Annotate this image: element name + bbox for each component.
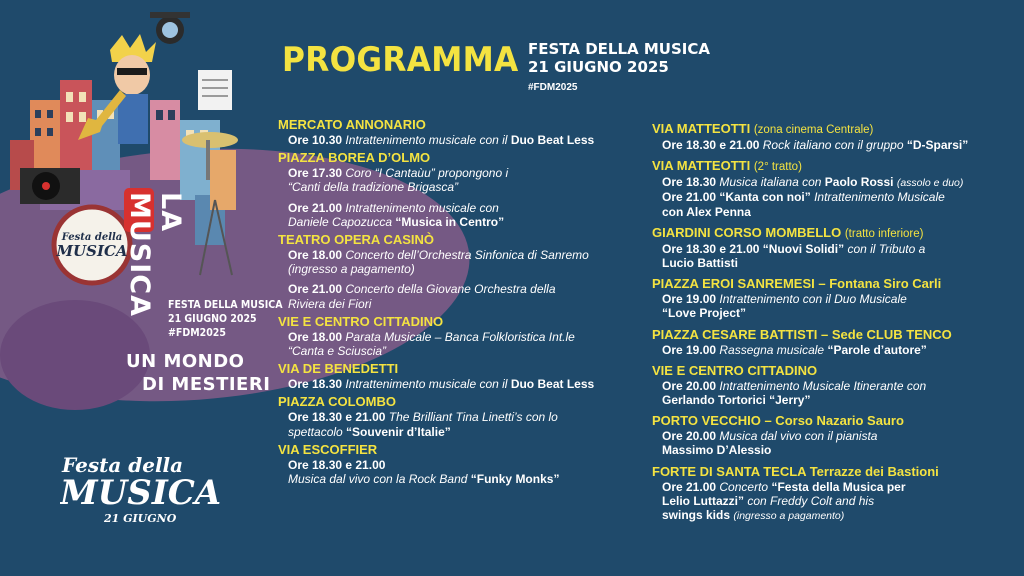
tagline-line2: DI MESTIERI bbox=[142, 374, 271, 395]
event-note: (ingresso a pagamento) bbox=[733, 510, 845, 523]
event-item bbox=[278, 458, 648, 486]
venue-note: (tratto inferiore) bbox=[844, 227, 924, 240]
event-desc-line2: spettacolo bbox=[288, 424, 343, 439]
event-desc: Concerto della Giovane Orchestra della bbox=[345, 282, 556, 297]
venue-title bbox=[652, 276, 992, 292]
header-subtitle-line1: FESTA DELLA MUSICA bbox=[528, 40, 710, 58]
logo-line2: MUSICA bbox=[60, 473, 222, 513]
event-desc-line2: con Freddy Colt and his bbox=[747, 493, 875, 508]
poster-tagline bbox=[126, 350, 270, 396]
venue-title bbox=[652, 121, 992, 138]
event-time: Ore 18.30 e 21.00 bbox=[662, 241, 760, 256]
event-desc: Rock italiano con il gruppo bbox=[762, 138, 904, 152]
venue-title: MERCATO ANNONARIO bbox=[278, 117, 426, 132]
venue-name: VIA MATTEOTTI bbox=[652, 158, 751, 174]
event-performer-line2: con Alex Penna bbox=[662, 204, 751, 219]
logo-line3: 21 GIUGNO bbox=[104, 512, 177, 525]
event-performer-line2: Gerlando Tortorici “Jerry” bbox=[662, 393, 811, 408]
venue-note: (2° tratto) bbox=[753, 161, 802, 174]
event-desc: Musica italiana con bbox=[719, 175, 822, 190]
header-subtitle bbox=[528, 40, 710, 76]
event-performer-line2: “Love Project” bbox=[662, 306, 747, 321]
venue-name: PIAZZA EROI SANREMESI bbox=[652, 276, 815, 292]
event-performer: “D-Sparsi” bbox=[906, 138, 969, 152]
event-time: Ore 17.30 bbox=[288, 166, 343, 181]
event-desc: Intrattenimento musicale con il bbox=[345, 133, 508, 147]
event-time: Ore 18.30 bbox=[662, 175, 717, 190]
event-desc: Concerto bbox=[719, 479, 769, 494]
event-item bbox=[652, 379, 992, 407]
event-desc: Intrattenimento Musicale bbox=[814, 190, 945, 205]
venue-note: (zona cinema Centrale) bbox=[753, 124, 874, 136]
event-desc: Intrattenimento Musicale Itinerante con bbox=[719, 378, 927, 393]
event-desc: con il Tributo a bbox=[847, 241, 926, 256]
event-performer: “Nuovi Solidi” bbox=[762, 241, 845, 256]
poster-fdm-hashtag: #FDM2025 bbox=[168, 327, 226, 339]
event-item bbox=[652, 242, 992, 270]
event-item bbox=[278, 282, 648, 310]
event-time: Ore 18.00 bbox=[288, 248, 343, 263]
event-time: Ore 19.00 bbox=[662, 342, 717, 357]
event-item bbox=[278, 201, 648, 229]
venue-title: VIE E CENTRO CITTADINO bbox=[278, 313, 444, 329]
event-desc-line2: “Canti della tradizione Brigasca” bbox=[288, 180, 459, 195]
event-desc: Rassegna musicale bbox=[719, 342, 825, 357]
event-desc: Coro “I Cantaùu” propongono i bbox=[345, 166, 509, 181]
venue-title bbox=[652, 158, 992, 175]
event-desc: Intrattenimento musicale con bbox=[345, 200, 499, 215]
venue-name: FORTE DI SANTA TECLA bbox=[652, 463, 807, 479]
event-performer: “Musica in Centro” bbox=[395, 214, 505, 229]
poster-fdm-line1: FESTA DELLA MUSICA bbox=[168, 299, 283, 311]
event-time: Ore 19.00 bbox=[662, 292, 717, 307]
event-desc: Musica dal vivo con il pianista bbox=[719, 429, 878, 444]
event-time: Ore 10.30 bbox=[288, 133, 343, 147]
logo-line1: Festa della bbox=[62, 453, 184, 477]
drum-label-line2: MUSICA bbox=[56, 242, 128, 260]
event-performer: Duo Beat Less bbox=[510, 133, 595, 147]
event-performer-line3: swings kids bbox=[662, 508, 731, 523]
event-time: Ore 18.00 bbox=[288, 329, 343, 344]
event-item bbox=[652, 480, 992, 524]
poster-fdm-line2: 21 GIUGNO 2025 bbox=[168, 313, 257, 325]
event-desc-line2: “Canta e Sciuscia” bbox=[288, 344, 387, 359]
event-item bbox=[278, 330, 648, 358]
event-item bbox=[652, 292, 992, 320]
event-item bbox=[278, 410, 648, 438]
event-performer: “Souvenir d’Italie” bbox=[346, 424, 451, 439]
tagline-line1: UN MONDO bbox=[126, 351, 245, 372]
venue-title bbox=[652, 413, 992, 429]
venue-title: PIAZZA BOREA D’OLMO bbox=[278, 150, 431, 166]
event-performer-line2: Massimo D’Alessio bbox=[662, 443, 772, 458]
event-performer: “Parole d’autore” bbox=[827, 342, 927, 357]
event-item bbox=[278, 166, 648, 194]
la-musica-vertical bbox=[124, 192, 186, 342]
event-desc-line2: Musica dal vivo con la Rock Band bbox=[288, 472, 468, 487]
event-time: Ore 18.30 bbox=[288, 377, 343, 392]
event-desc-line2: (ingresso a pagamento) bbox=[288, 262, 415, 277]
venue-extra: – Sede CLUB TENCO bbox=[821, 326, 952, 342]
event-item bbox=[652, 138, 992, 152]
venue-title bbox=[652, 225, 992, 242]
event-time: Ore 20.00 bbox=[662, 378, 717, 393]
event-performer-line2: Lucio Battisti bbox=[662, 256, 739, 271]
event-item bbox=[278, 377, 648, 391]
la-musica-text: LA MUSICA bbox=[124, 192, 186, 317]
venue-title bbox=[652, 327, 992, 343]
venue-title: VIA DE BENEDETTI bbox=[278, 361, 399, 377]
program-column-left bbox=[278, 117, 648, 486]
venue-name: GIARDINI CORSO MOMBELLO bbox=[652, 224, 842, 240]
event-time: Ore 18.30 e 21.00 bbox=[288, 457, 386, 472]
header-hashtag: #FDM2025 bbox=[528, 82, 578, 93]
venue-name: PORTO VECCHIO bbox=[652, 413, 761, 429]
event-item bbox=[652, 190, 992, 218]
event-time: Ore 20.00 bbox=[662, 429, 717, 444]
event-time: Ore 21.00 bbox=[288, 282, 343, 297]
event-item bbox=[652, 175, 992, 190]
event-time: Ore 21.00 bbox=[288, 200, 343, 215]
event-time: Ore 18.30 e 21.00 bbox=[662, 138, 760, 152]
event-desc: The Brilliant Tina Linetti’s con lo bbox=[388, 410, 558, 425]
event-performer-line2: Lelio Luttazzi” bbox=[662, 493, 744, 508]
venue-title: PIAZZA COLOMBO bbox=[278, 394, 396, 410]
event-time: Ore 21.00 bbox=[662, 190, 717, 205]
venue-title: VIE E CENTRO CITTADINO bbox=[652, 362, 818, 378]
event-performer: “Funky Monks” bbox=[470, 472, 560, 487]
venue-name: PIAZZA CESARE BATTISTI bbox=[652, 326, 818, 342]
event-desc: Intrattenimento musicale con il bbox=[345, 377, 508, 392]
event-desc: Parata Musicale – Banca Folkloristica Int.le bbox=[345, 329, 575, 344]
event-desc: Intrattenimento con il Duo Musicale bbox=[719, 292, 907, 307]
event-time: Ore 21.00 bbox=[662, 479, 717, 494]
venue-extra: – Fontana Siro Carli bbox=[818, 276, 942, 292]
venue-name: VIA MATTEOTTI bbox=[652, 121, 751, 136]
program-column-right bbox=[652, 121, 992, 523]
event-desc-line2: Riviera dei Fiori bbox=[288, 296, 372, 311]
event-item bbox=[278, 133, 648, 147]
event-item bbox=[278, 248, 648, 276]
event-performer: Paolo Rossi bbox=[824, 175, 894, 190]
drum-label-line1: Festa della bbox=[61, 232, 123, 243]
event-performer: Duo Beat Less bbox=[510, 377, 595, 392]
venue-title: VIA ESCOFFIER bbox=[278, 441, 378, 457]
header-subtitle-line2: 21 GIUGNO 2025 bbox=[528, 58, 669, 76]
venue-extra: Terrazze dei Bastioni bbox=[809, 463, 939, 479]
venue-title bbox=[652, 464, 992, 480]
event-desc-line2: Daniele Capozucca bbox=[288, 214, 393, 229]
event-item bbox=[652, 343, 992, 357]
event-desc: Concerto dell’Orchestra Sinfonica di Sanremo bbox=[345, 248, 589, 263]
poster-event-info bbox=[168, 298, 283, 340]
event-performer: “Festa della Musica per bbox=[771, 479, 906, 494]
venue-title: TEATRO OPERA CASINÒ bbox=[278, 232, 435, 248]
event-note: (assolo e duo) bbox=[896, 177, 964, 190]
venue-extra: – Corso Nazario Sauro bbox=[764, 413, 904, 429]
event-item bbox=[652, 429, 992, 457]
page-title: PROGRAMMA bbox=[282, 40, 519, 80]
event-time: Ore 18.30 e 21.00 bbox=[288, 410, 386, 425]
festa-della-musica-logo bbox=[60, 452, 230, 526]
event-performer: “Kanta con noi” bbox=[719, 190, 811, 205]
